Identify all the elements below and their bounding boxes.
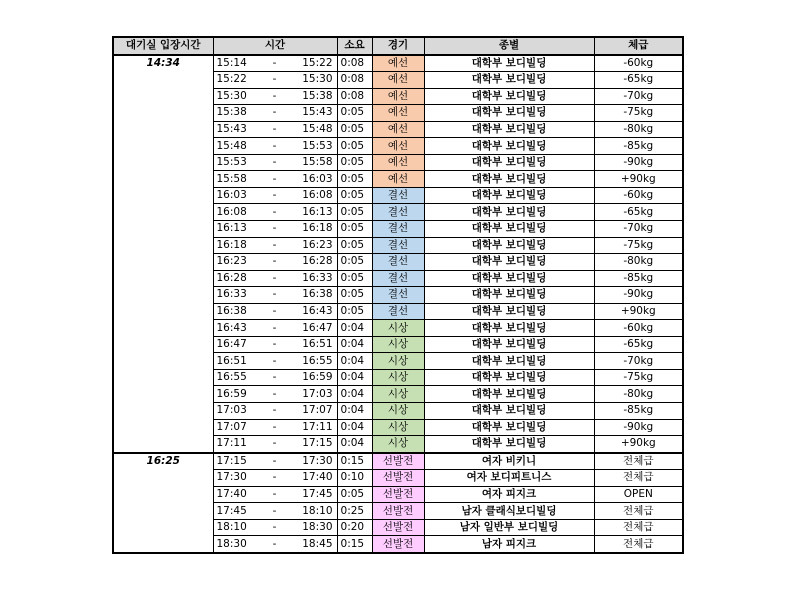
duration: 0:15 xyxy=(337,536,372,553)
time-separator: - xyxy=(261,403,288,420)
end-time: 17:11 xyxy=(288,419,337,436)
start-time: 15:58 xyxy=(213,171,261,188)
round-badge: 시상 xyxy=(372,336,424,353)
start-time: 17:15 xyxy=(213,453,261,470)
end-time: 18:10 xyxy=(288,503,337,520)
time-separator: - xyxy=(261,105,288,122)
time-separator: - xyxy=(261,270,288,287)
round-badge: 예선 xyxy=(372,138,424,155)
start-time: 17:07 xyxy=(213,419,261,436)
event-name: 대학부 보디빌딩 xyxy=(424,336,594,353)
end-time: 16:43 xyxy=(288,303,337,320)
round-badge: 예선 xyxy=(372,105,424,122)
event-name: 대학부 보디빌딩 xyxy=(424,138,594,155)
table-row xyxy=(113,55,683,72)
start-time: 15:14 xyxy=(213,55,261,72)
end-time: 16:47 xyxy=(288,320,337,337)
duration: 0:05 xyxy=(337,105,372,122)
time-separator: - xyxy=(261,72,288,89)
time-separator: - xyxy=(261,536,288,553)
weight-class: -90kg xyxy=(594,419,683,436)
duration: 0:04 xyxy=(337,336,372,353)
duration: 0:05 xyxy=(337,486,372,503)
end-time: 17:30 xyxy=(288,453,337,470)
end-time: 16:59 xyxy=(288,369,337,386)
end-time: 16:55 xyxy=(288,353,337,370)
start-time: 16:38 xyxy=(213,303,261,320)
time-separator: - xyxy=(261,369,288,386)
weight-class: +90kg xyxy=(594,171,683,188)
start-time: 16:13 xyxy=(213,221,261,238)
header-duration: 소요 xyxy=(337,37,372,55)
event-name: 대학부 보디빌딩 xyxy=(424,204,594,221)
time-separator: - xyxy=(261,519,288,536)
start-time: 16:33 xyxy=(213,287,261,304)
table-row xyxy=(113,453,683,470)
event-name: 대학부 보디빌딩 xyxy=(424,403,594,420)
weight-class: -75kg xyxy=(594,237,683,254)
schedule-body xyxy=(113,55,683,553)
duration: 0:08 xyxy=(337,72,372,89)
duration: 0:05 xyxy=(337,171,372,188)
weight-class: 전체급 xyxy=(594,470,683,487)
time-separator: - xyxy=(261,386,288,403)
duration: 0:05 xyxy=(337,221,372,238)
end-time: 17:03 xyxy=(288,386,337,403)
event-name: 남자 일반부 보디빌딩 xyxy=(424,519,594,536)
weight-class: OPEN xyxy=(594,486,683,503)
header-time: 시간 xyxy=(213,37,337,55)
event-name: 대학부 보디빌딩 xyxy=(424,105,594,122)
weight-class: -85kg xyxy=(594,270,683,287)
round-badge: 시상 xyxy=(372,353,424,370)
duration: 0:05 xyxy=(337,138,372,155)
start-time: 16:47 xyxy=(213,336,261,353)
start-time: 15:22 xyxy=(213,72,261,89)
duration: 0:08 xyxy=(337,88,372,105)
end-time: 15:30 xyxy=(288,72,337,89)
time-separator: - xyxy=(261,287,288,304)
event-name: 대학부 보디빌딩 xyxy=(424,369,594,386)
weight-class: -75kg xyxy=(594,105,683,122)
event-name: 대학부 보디빌딩 xyxy=(424,270,594,287)
event-name: 대학부 보디빌딩 xyxy=(424,154,594,171)
start-time: 16:23 xyxy=(213,254,261,271)
event-name: 대학부 보디빌딩 xyxy=(424,436,594,453)
weight-class: 전체급 xyxy=(594,503,683,520)
start-time: 16:28 xyxy=(213,270,261,287)
duration: 0:05 xyxy=(337,121,372,138)
event-name: 대학부 보디빌딩 xyxy=(424,55,594,72)
round-badge: 예선 xyxy=(372,121,424,138)
end-time: 18:45 xyxy=(288,536,337,553)
time-separator: - xyxy=(261,171,288,188)
weight-class: -85kg xyxy=(594,403,683,420)
duration: 0:10 xyxy=(337,470,372,487)
event-name: 대학부 보디빌딩 xyxy=(424,221,594,238)
duration: 0:05 xyxy=(337,303,372,320)
start-time: 15:30 xyxy=(213,88,261,105)
weight-class: -60kg xyxy=(594,55,683,72)
time-separator: - xyxy=(261,254,288,271)
weight-class: -80kg xyxy=(594,386,683,403)
event-name: 대학부 보디빌딩 xyxy=(424,254,594,271)
duration: 0:04 xyxy=(337,386,372,403)
round-badge: 예선 xyxy=(372,55,424,72)
time-separator: - xyxy=(261,419,288,436)
event-name: 여자 비키니 xyxy=(424,453,594,470)
time-separator: - xyxy=(261,303,288,320)
weight-class: -70kg xyxy=(594,88,683,105)
weight-class: -85kg xyxy=(594,138,683,155)
event-name: 대학부 보디빌딩 xyxy=(424,353,594,370)
duration: 0:20 xyxy=(337,519,372,536)
duration: 0:04 xyxy=(337,419,372,436)
round-badge: 시상 xyxy=(372,320,424,337)
time-separator: - xyxy=(261,237,288,254)
duration: 0:08 xyxy=(337,55,372,72)
start-time: 16:59 xyxy=(213,386,261,403)
start-time: 16:43 xyxy=(213,320,261,337)
round-badge: 시상 xyxy=(372,403,424,420)
weight-class: 전체급 xyxy=(594,453,683,470)
end-time: 15:53 xyxy=(288,138,337,155)
weight-class: +90kg xyxy=(594,303,683,320)
header-row xyxy=(113,37,683,55)
round-badge: 시상 xyxy=(372,436,424,453)
time-separator: - xyxy=(261,221,288,238)
event-name: 대학부 보디빌딩 xyxy=(424,121,594,138)
duration: 0:25 xyxy=(337,503,372,520)
header-weight: 체급 xyxy=(594,37,683,55)
start-time: 16:18 xyxy=(213,237,261,254)
end-time: 17:15 xyxy=(288,436,337,453)
start-time: 16:08 xyxy=(213,204,261,221)
event-name: 대학부 보디빌딩 xyxy=(424,237,594,254)
end-time: 16:08 xyxy=(288,187,337,204)
duration: 0:04 xyxy=(337,403,372,420)
round-badge: 선발전 xyxy=(372,503,424,520)
end-time: 17:40 xyxy=(288,470,337,487)
weight-class: -60kg xyxy=(594,187,683,204)
duration: 0:05 xyxy=(337,237,372,254)
start-time: 18:10 xyxy=(213,519,261,536)
event-name: 대학부 보디빌딩 xyxy=(424,287,594,304)
end-time: 15:58 xyxy=(288,154,337,171)
header-wait-time: 대기실 입장시간 xyxy=(113,37,213,55)
round-badge: 결선 xyxy=(372,204,424,221)
time-separator: - xyxy=(261,187,288,204)
event-name: 대학부 보디빌딩 xyxy=(424,386,594,403)
end-time: 16:38 xyxy=(288,287,337,304)
weight-class: 전체급 xyxy=(594,536,683,553)
time-separator: - xyxy=(261,154,288,171)
time-separator: - xyxy=(261,88,288,105)
time-separator: - xyxy=(261,121,288,138)
event-name: 대학부 보디빌딩 xyxy=(424,72,594,89)
event-name: 남자 피지크 xyxy=(424,536,594,553)
duration: 0:04 xyxy=(337,436,372,453)
round-badge: 결선 xyxy=(372,237,424,254)
event-name: 대학부 보디빌딩 xyxy=(424,88,594,105)
end-time: 16:51 xyxy=(288,336,337,353)
round-badge: 선발전 xyxy=(372,486,424,503)
weight-class: -75kg xyxy=(594,369,683,386)
start-time: 17:45 xyxy=(213,503,261,520)
start-time: 15:43 xyxy=(213,121,261,138)
end-time: 16:33 xyxy=(288,270,337,287)
duration: 0:04 xyxy=(337,353,372,370)
start-time: 16:51 xyxy=(213,353,261,370)
start-time: 18:30 xyxy=(213,536,261,553)
event-name: 대학부 보디빌딩 xyxy=(424,303,594,320)
end-time: 16:23 xyxy=(288,237,337,254)
start-time: 17:40 xyxy=(213,486,261,503)
time-separator: - xyxy=(261,453,288,470)
weight-class: -70kg xyxy=(594,221,683,238)
end-time: 15:43 xyxy=(288,105,337,122)
duration: 0:05 xyxy=(337,204,372,221)
weight-class: -80kg xyxy=(594,121,683,138)
event-name: 남자 클래식보디빌딩 xyxy=(424,503,594,520)
round-badge: 결선 xyxy=(372,303,424,320)
event-name: 대학부 보디빌딩 xyxy=(424,187,594,204)
time-separator: - xyxy=(261,486,288,503)
weight-class: -65kg xyxy=(594,336,683,353)
round-badge: 결선 xyxy=(372,254,424,271)
duration: 0:04 xyxy=(337,369,372,386)
time-separator: - xyxy=(261,503,288,520)
round-badge: 선발전 xyxy=(372,453,424,470)
round-badge: 선발전 xyxy=(372,519,424,536)
weight-class: -65kg xyxy=(594,204,683,221)
waiting-room-entry-time: 14:34 xyxy=(113,55,213,453)
event-name: 대학부 보디빌딩 xyxy=(424,320,594,337)
time-separator: - xyxy=(261,138,288,155)
round-badge: 결선 xyxy=(372,221,424,238)
round-badge: 선발전 xyxy=(372,470,424,487)
start-time: 16:03 xyxy=(213,187,261,204)
round-badge: 결선 xyxy=(372,187,424,204)
header-round: 경기 xyxy=(372,37,424,55)
event-name: 여자 보디피트니스 xyxy=(424,470,594,487)
end-time: 16:03 xyxy=(288,171,337,188)
time-separator: - xyxy=(261,204,288,221)
time-separator: - xyxy=(261,436,288,453)
weight-class: -60kg xyxy=(594,320,683,337)
end-time: 16:18 xyxy=(288,221,337,238)
waiting-room-entry-time: 16:25 xyxy=(113,453,213,553)
duration: 0:05 xyxy=(337,154,372,171)
end-time: 16:28 xyxy=(288,254,337,271)
round-badge: 예선 xyxy=(372,154,424,171)
start-time: 15:48 xyxy=(213,138,261,155)
duration: 0:15 xyxy=(337,453,372,470)
event-name: 대학부 보디빌딩 xyxy=(424,419,594,436)
start-time: 17:03 xyxy=(213,403,261,420)
weight-class: -65kg xyxy=(594,72,683,89)
duration: 0:05 xyxy=(337,187,372,204)
round-badge: 결선 xyxy=(372,287,424,304)
time-separator: - xyxy=(261,320,288,337)
start-time: 17:11 xyxy=(213,436,261,453)
weight-class: -90kg xyxy=(594,287,683,304)
round-badge: 예선 xyxy=(372,171,424,188)
duration: 0:05 xyxy=(337,254,372,271)
duration: 0:05 xyxy=(337,287,372,304)
duration: 0:05 xyxy=(337,270,372,287)
end-time: 18:30 xyxy=(288,519,337,536)
end-time: 15:48 xyxy=(288,121,337,138)
end-time: 15:22 xyxy=(288,55,337,72)
round-badge: 예선 xyxy=(372,72,424,89)
end-time: 15:38 xyxy=(288,88,337,105)
end-time: 17:07 xyxy=(288,403,337,420)
round-badge: 예선 xyxy=(372,88,424,105)
end-time: 16:13 xyxy=(288,204,337,221)
schedule-table xyxy=(112,36,684,554)
header-event: 종별 xyxy=(424,37,594,55)
event-name: 대학부 보디빌딩 xyxy=(424,171,594,188)
time-separator: - xyxy=(261,55,288,72)
time-separator: - xyxy=(261,353,288,370)
round-badge: 시상 xyxy=(372,386,424,403)
weight-class: -90kg xyxy=(594,154,683,171)
round-badge: 결선 xyxy=(372,270,424,287)
end-time: 17:45 xyxy=(288,486,337,503)
weight-class: 전체급 xyxy=(594,519,683,536)
round-badge: 시상 xyxy=(372,419,424,436)
start-time: 15:38 xyxy=(213,105,261,122)
weight-class: -80kg xyxy=(594,254,683,271)
start-time: 16:55 xyxy=(213,369,261,386)
time-separator: - xyxy=(261,336,288,353)
round-badge: 선발전 xyxy=(372,536,424,553)
event-name: 여자 피지크 xyxy=(424,486,594,503)
weight-class: +90kg xyxy=(594,436,683,453)
duration: 0:04 xyxy=(337,320,372,337)
round-badge: 시상 xyxy=(372,369,424,386)
time-separator: - xyxy=(261,470,288,487)
start-time: 17:30 xyxy=(213,470,261,487)
start-time: 15:53 xyxy=(213,154,261,171)
weight-class: -70kg xyxy=(594,353,683,370)
